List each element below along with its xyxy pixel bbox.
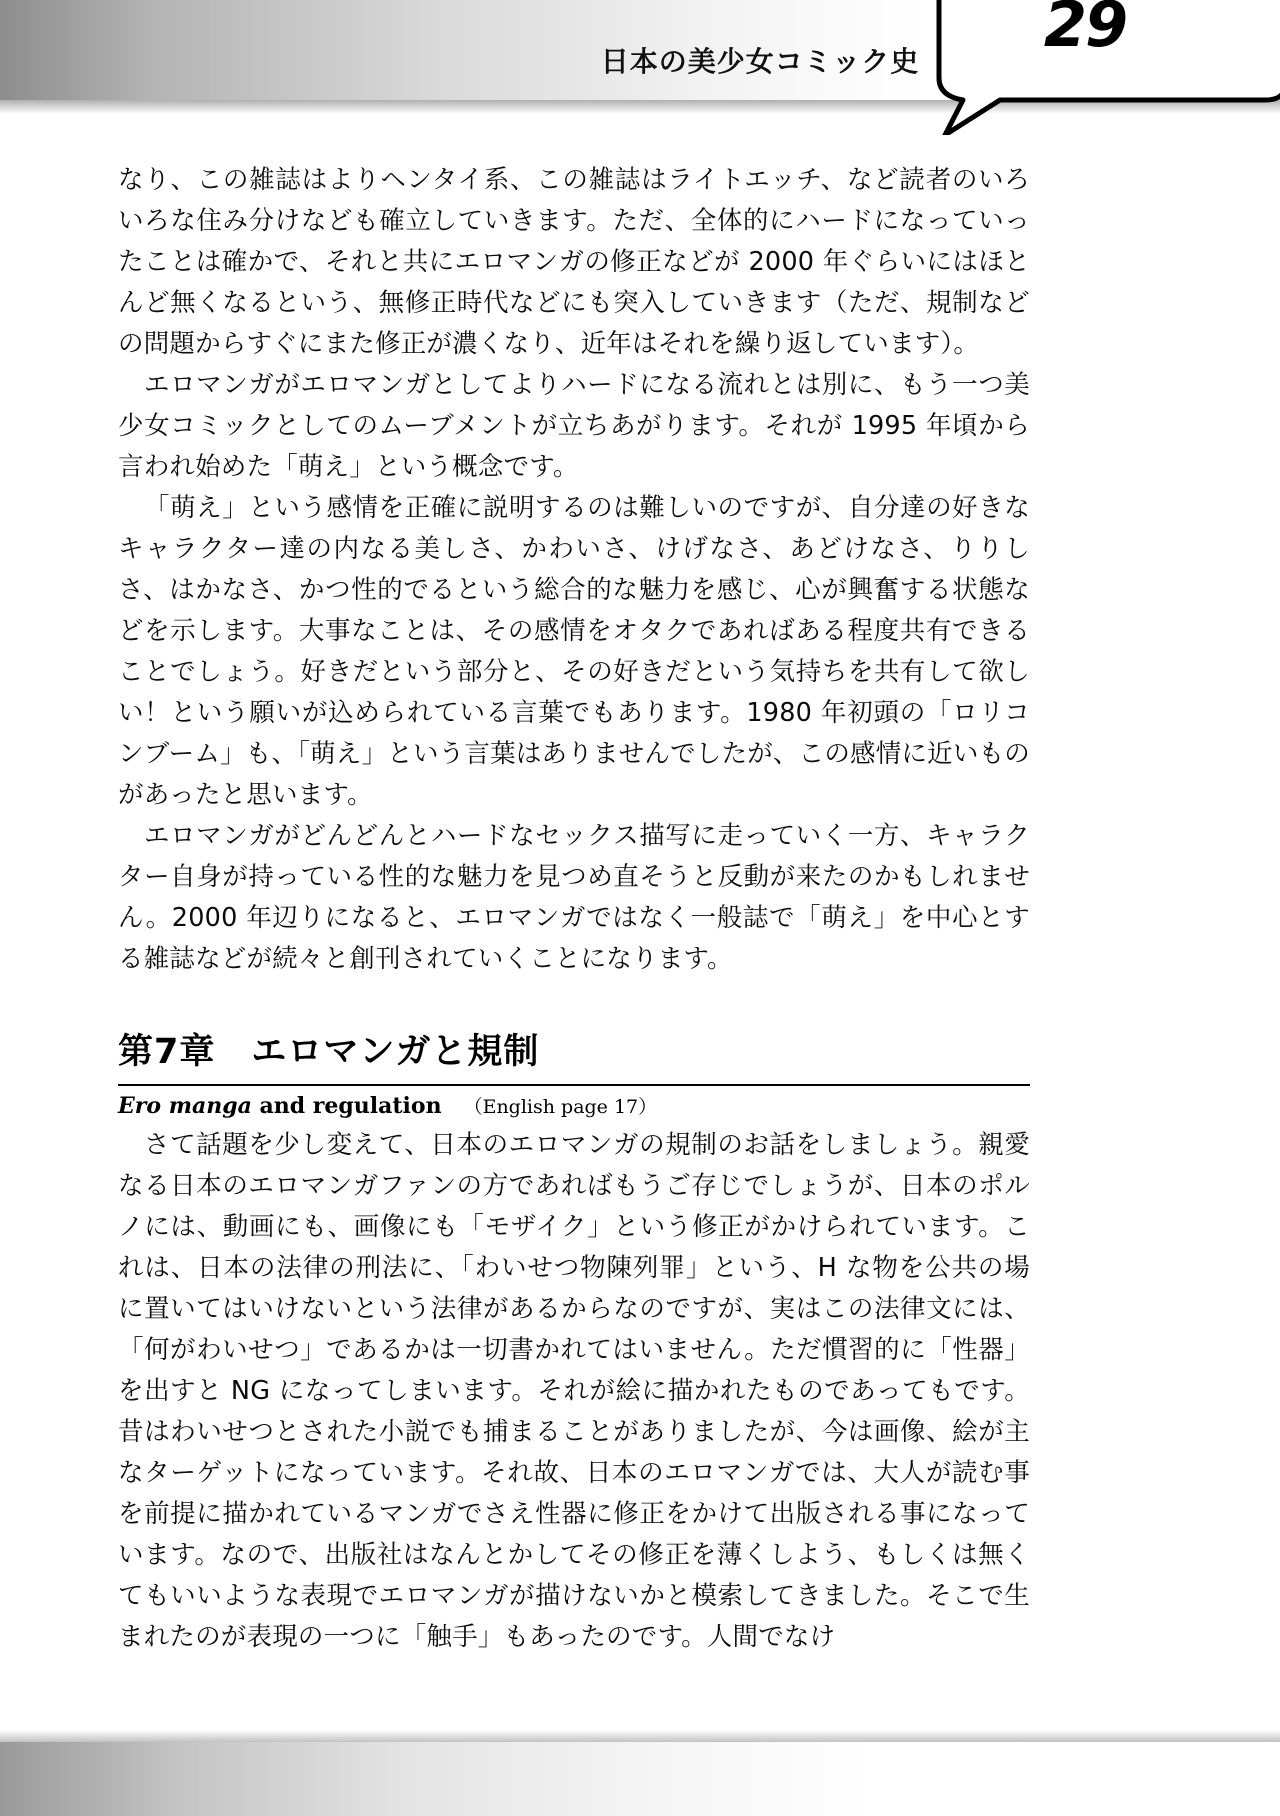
chapter-heading-block <box>118 1024 1030 1119</box>
page-footer-band <box>0 1742 1280 1816</box>
chapter-subtitle-main <box>118 1093 442 1119</box>
chapter-divider <box>118 1084 1030 1086</box>
page-number-bubble <box>925 0 1280 135</box>
body-paragraph-1: なり、この雑誌はよりヘンタイ系、この雑誌はライトエッチ、など読者のいろいろな住み分けなども確立していきます。ただ、全体的にハードになっていったことは確かで、それと共にエロマンガの修正などが 2000 年ぐらいにはほとんど無くなるという、無修正時代などにも突入していきます（ただ、規制などの問題からすぐにまた修正が濃くなり、近年はそれを繰り返しています）。 <box>118 165 1030 359</box>
page-content <box>118 160 1030 1658</box>
page-number: 29 <box>1043 0 1127 61</box>
chapter-title: 第7章 エロマンガと規制 <box>118 1032 540 1072</box>
chapter-subtitle-rest: and regulation <box>251 1093 442 1119</box>
chapter-paragraph-1: さて話題を少し変えて、日本のエロマンガの規制のお話をしましょう。親愛なる日本のエロマンガファンの方であればもうご存じでしょうが、日本のポルノには、動画にも、画像にも「モザイク」という修正がかけられています。これは、日本の法律の刑法に、「わいせつ物陳列罪」という、H な物を公共の場に置いてはいけないという法律があるからなのですが、実はこの法律文には、「何がわいせつ」であるかは一切書かれてはいません。ただ慣習的に「性器」を出すと NG になってしまいます。それが絵に描かれたものであってもです。昔はわいせつとされた小説でも捕まることがありましたが、今は画像、絵が主なターゲットになっています。それ故、日本のエロマンガでは、大人が読む事を前提に描かれているマンガでさえ性器に修正をかけて出版される事になっています。なので、出版社はなんとかしてその修正を薄くしよう、もしくは無くてもいいような表現でエロマンガが描けないかと模索してきました。そこで生まれたのが表現の一つに「触手」もあったのです。人間でなけ <box>118 1130 1030 1652</box>
chapter-subtitle-note: （English page 17） <box>463 1096 658 1118</box>
chapter-subtitle <box>118 1092 1030 1119</box>
page-footer-shadow <box>0 1730 1280 1742</box>
body-paragraph-4: エロマンガがどんどんとハードなセックス描写に走っていく一方、キャラクター自身が持っている性的な魅力を見つめ直そうと反動が来たのかもしれません。2000 年辺りになると、エロマンガではなく一般誌で「萌え」を中心とする雑誌などが続々と創刊されていくことになります。 <box>118 821 1030 974</box>
body-paragraph-2: エロマンガがエロマンガとしてよりハードになる流れとは別に、もう一つ美少女コミックとしてのムーブメントが立ちあがります。それが 1995 年頃から言われ始めた「萌え」という概念です。 <box>118 370 1030 482</box>
running-title: 日本の美少女コミック史 <box>600 45 920 78</box>
body-paragraph-3: 「萌え」という感情を正確に説明するのは難しいのですが、自分達の好きなキャラクター達の内なる美しさ、かわいさ、けげなさ、あどけなさ、りりしさ、はかなさ、かつ性的でるという総合的な魅力を感じ、心が興奮する状態などを示します。大事なことは、その感情をオタクであればある程度共有できることでしょう。好きだという部分と、その好きだという気持ちを共有して欲しい！という願いが込められている言葉でもあります。1980 年初頭の「ロリコンブーム」も、「萌え」という言葉はありませんでしたが、この感情に近いものがあったと思います。 <box>118 493 1030 810</box>
chapter-subtitle-italic: Ero manga <box>118 1093 252 1119</box>
